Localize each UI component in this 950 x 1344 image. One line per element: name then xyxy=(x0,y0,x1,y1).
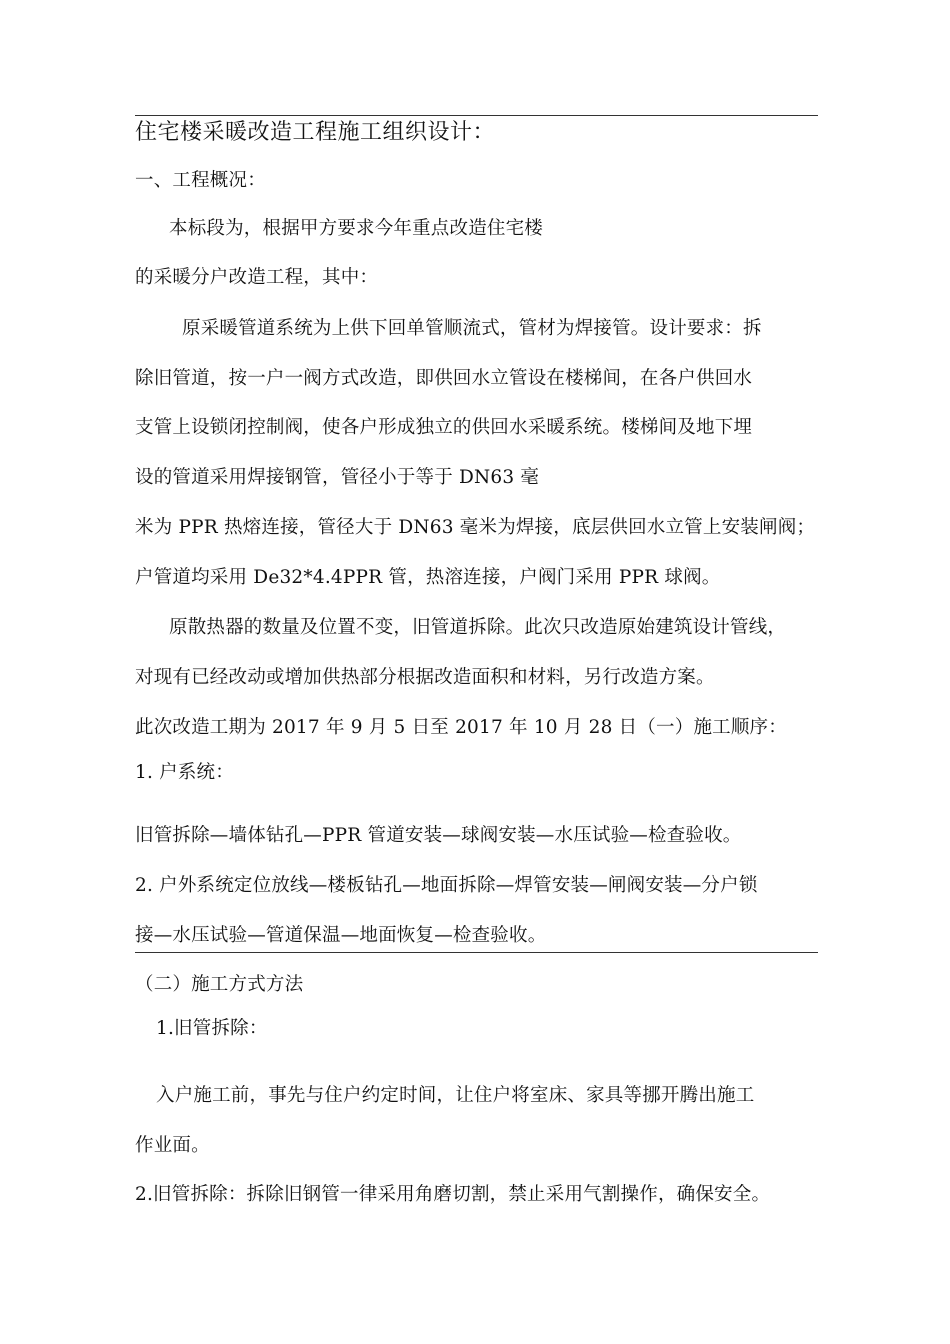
paragraph-line: 除旧管道，按一户一阀方式改造，即供回水立管设在楼梯间，在各户供回水 xyxy=(135,368,753,389)
paragraph-line: 户管道均采用 De32*4.4PPR 管，热溶连接，户阀门采用 PPR 球阀。 xyxy=(135,567,721,588)
section-rule xyxy=(135,952,818,953)
paragraph-line: 本标段为，根据甲方要求今年重点改造住宅楼 xyxy=(169,218,544,239)
section-heading-overview: 一、工程概况： xyxy=(135,170,266,191)
top-rule xyxy=(135,115,818,116)
list-item: 接—水压试验—管道保温—地面恢复—检查验收。 xyxy=(135,925,547,946)
subsection-heading: 1.旧管拆除： xyxy=(156,1018,268,1039)
paragraph-line: 支管上设锁闭控制阀，使各户形成独立的供回水采暖系统。楼梯间及地下埋 xyxy=(135,417,753,438)
section-heading-methods: （二）施工方式方法 xyxy=(135,974,304,995)
list-item-heading: 1. 户系统： xyxy=(135,762,234,783)
list-item: 2. 户外系统定位放线—楼板钻孔—地面拆除—焊管安装—闸阀安装—分户锁 xyxy=(135,875,758,896)
paragraph-line: 2.旧管拆除：拆除旧钢管一律采用角磨切割，禁止采用气割操作，确保安全。 xyxy=(135,1184,771,1205)
paragraph-line: 此次改造工期为 2017 年 9 月 5 日至 2017 年 10 月 28 日（一）施工顺序： xyxy=(135,717,787,738)
list-item: 旧管拆除—墙体钻孔—PPR 管道安装—球阀安装—水压试验—检查验收。 xyxy=(135,825,742,846)
paragraph-line: 入户施工前，事先与住户约定时间，让住户将室床、家具等挪开腾出施工 xyxy=(156,1085,755,1106)
paragraph-line: 对现有已经改动或增加供热部分根据改造面积和材料，另行改造方案。 xyxy=(135,667,715,688)
paragraph-line: 的采暖分户改造工程，其中： xyxy=(135,267,379,288)
paragraph-line: 米为 PPR 热熔连接，管径大于 DN63 毫米为焊接，底层供回水立管上安装闸阀； xyxy=(135,517,816,538)
paragraph-line: 原采暖管道系统为上供下回单管顺流式，管材为焊接管。设计要求：拆 xyxy=(182,318,762,339)
paragraph-line: 原散热器的数量及位置不变，旧管道拆除。此次只改造原始建筑设计管线， xyxy=(169,617,787,638)
paragraph-line: 作业面。 xyxy=(135,1135,210,1156)
document-title: 住宅楼采暖改造工程施工组织设计： xyxy=(135,120,496,145)
paragraph-line: 设的管道采用焊接钢管，管径小于等于 DN63 毫 xyxy=(135,467,540,488)
